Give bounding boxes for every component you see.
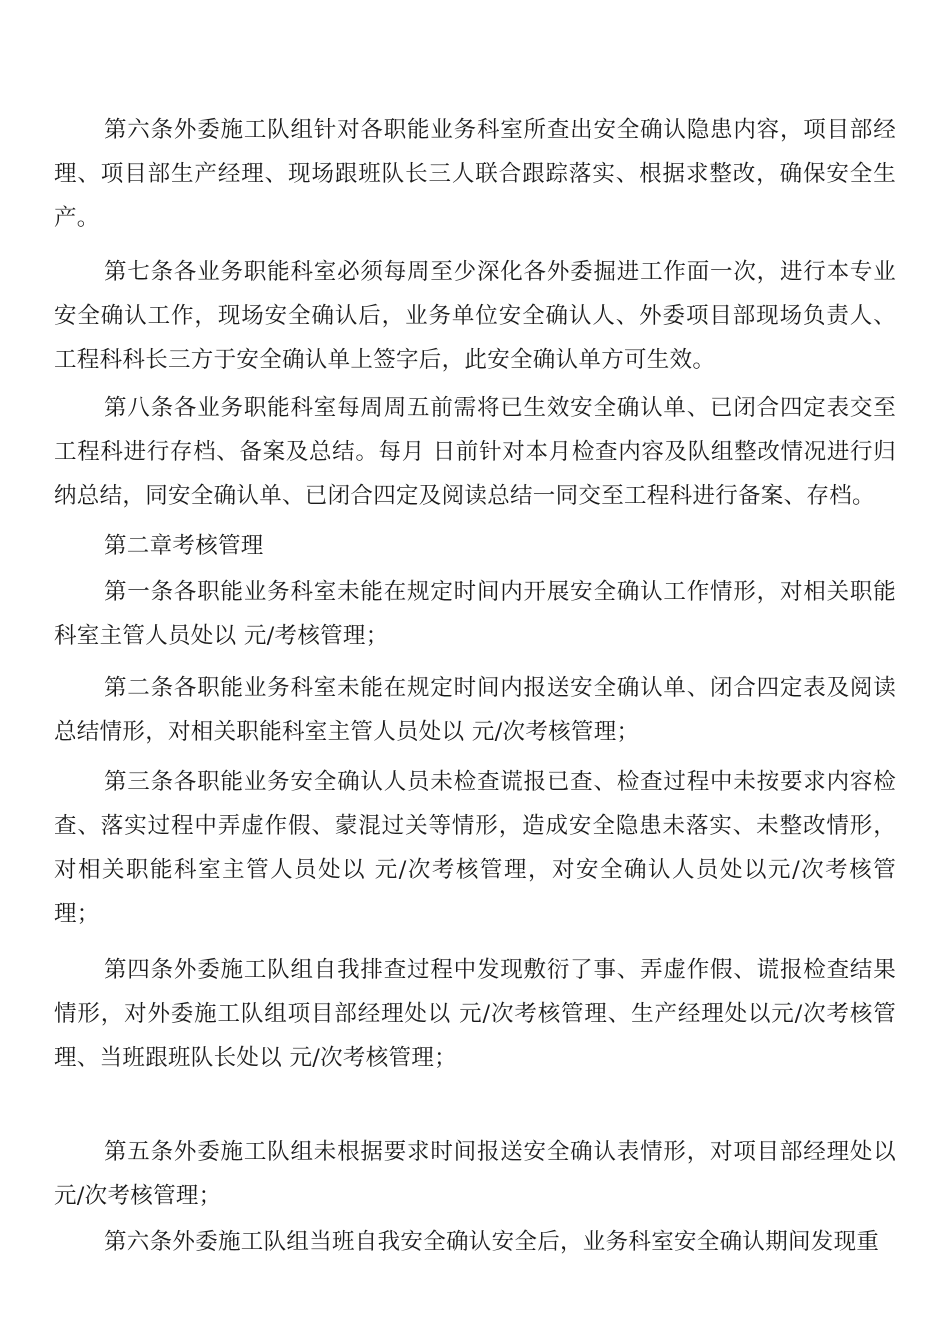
paragraph-assessment-article-5: 第五条外委施工队组未根据要求时间报送安全确认表情形，对项目部经理处以元/次考核管理；	[54, 1139, 896, 1209]
paragraph-assessment-article-3: 第三条各职能业务安全确认人员未检查谎报已查、检查过程中未按要求内容检查、落实过程中弄虚作假、蒙混过关等情形，造成安全隐患未落实、未整改情形，对相关职能科室主管人员处以 元/次考核管理，对安全确认人员处以元/次考核管理；	[54, 769, 896, 927]
paragraph-assessment-article-4: 第四条外委施工队组自我排查过程中发现敷衍了事、弄虚作假、谎报检查结果情形，对外委施工队组项目部经理处以 元/次考核管理、生产经理处以元/次考核管理、当班跟班队长处以 元/次考核管理；	[54, 957, 896, 1071]
paragraph-assessment-article-2: 第二条各职能业务科室未能在规定时间内报送安全确认单、闭合四定表及阅读总结情形，对相关职能科室主管人员处以 元/次考核管理；	[54, 675, 896, 745]
chapter-heading-assessment: 第二章考核管理	[104, 533, 264, 559]
paragraph-article-7-weekly-check: 第七条各业务职能科室必须每周至少深化各外委掘进工作面一次，进行本专业安全确认工作，现场安全确认后，业务单位安全确认人、外委项目部现场负责人、工程科科长三方于安全确认单上签字后，此安全确认单方可生效。	[54, 259, 896, 373]
paragraph-assessment-article-1: 第一条各职能业务科室未能在规定时间内开展安全确认工作情形，对相关职能科室主管人员处以 元/考核管理；	[54, 579, 896, 649]
paragraph-assessment-article-6: 第六条外委施工队组当班自我安全确认安全后，业务科室安全确认期间发现重	[104, 1229, 880, 1255]
paragraph-article-6-rectification: 第六条外委施工队组针对各职能业务科室所查出安全确认隐患内容，项目部经理、项目部生产经理、现场跟班队长三人联合跟踪落实、根据求整改，确保安全生产。	[54, 117, 896, 231]
paragraph-article-8-archiving: 第八条各业务职能科室每周周五前需将已生效安全确认单、已闭合四定表交至工程科进行存档、备案及总结。每月 日前针对本月检查内容及队组整改情况进行归纳总结，同安全确认单、已闭合四定及阅读总结一同交至工程科进行备案、存档。	[54, 395, 896, 509]
